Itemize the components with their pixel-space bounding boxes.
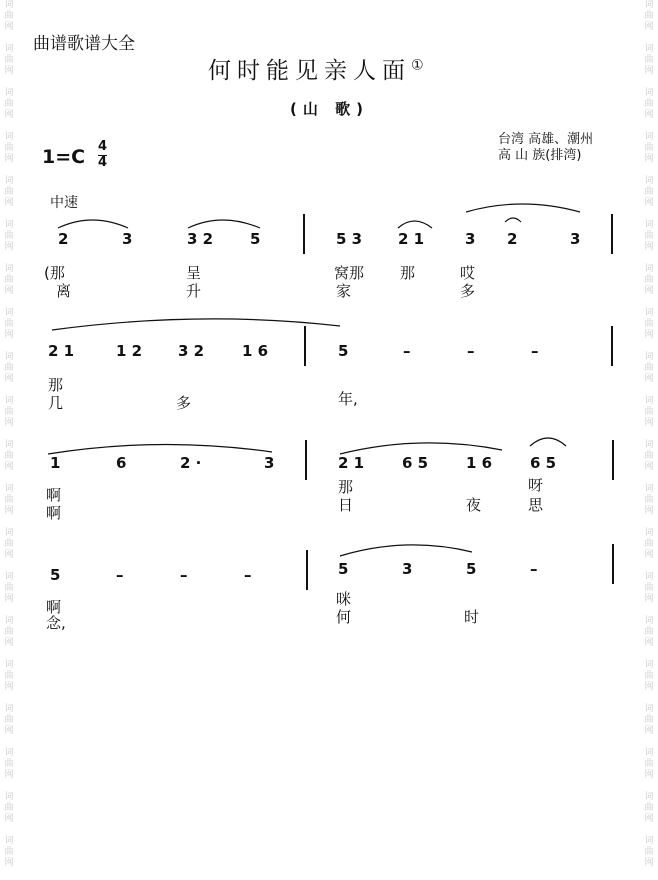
- watermark-glyph: 网: [644, 330, 654, 340]
- watermark-glyph: 词: [644, 792, 654, 802]
- watermark-glyph: 网: [644, 506, 654, 516]
- watermark-glyph: 曲: [644, 759, 654, 769]
- lyric: 窝那: [334, 264, 365, 282]
- watermark-glyph: 词: [644, 0, 654, 10]
- watermark-glyph: 曲: [4, 627, 14, 637]
- lyric: 几: [48, 394, 64, 412]
- watermark-glyph: 网: [4, 110, 14, 120]
- watermark-glyph: 网: [644, 198, 654, 208]
- watermark-glyph: 词: [644, 660, 654, 670]
- watermark-glyph: 网: [644, 110, 654, 120]
- watermark-glyph: 曲: [644, 187, 654, 197]
- watermark-glyph: 曲: [4, 539, 14, 549]
- note: 3: [264, 454, 275, 472]
- note: 3: [570, 230, 581, 248]
- watermark-glyph: 网: [644, 858, 654, 868]
- watermark-gap: [2, 781, 16, 792]
- origin-line-2: 高 山 族(排湾): [498, 148, 582, 163]
- watermark-glyph: 网: [644, 594, 654, 604]
- lyric: 那: [48, 376, 64, 394]
- note: 6 5: [530, 454, 557, 472]
- bar-line: [612, 440, 614, 480]
- footnote-mark: ①: [411, 57, 424, 74]
- watermark-glyph: 曲: [4, 671, 14, 681]
- note: 1 6: [242, 342, 269, 360]
- watermark-glyph: 网: [4, 550, 14, 560]
- lyric: 啊: [46, 486, 62, 504]
- watermark-glyph: 词: [644, 572, 654, 582]
- watermark-glyph: 词: [4, 704, 14, 714]
- watermark-glyph: 曲: [4, 363, 14, 373]
- note: 5: [338, 342, 349, 360]
- watermark-gap: [642, 781, 656, 792]
- note: –: [116, 566, 124, 584]
- watermark-glyph: 网: [4, 462, 14, 472]
- watermark-glyph: 网: [4, 198, 14, 208]
- note: 2 1: [338, 454, 365, 472]
- watermark-glyph: 曲: [4, 231, 14, 241]
- note: –: [467, 342, 475, 360]
- watermark-glyph: 网: [644, 242, 654, 252]
- watermark-gap: [642, 825, 656, 836]
- bar-line: [612, 544, 614, 584]
- song-title-text: 何时能见亲人面: [208, 58, 411, 84]
- watermark-glyph: 词: [644, 220, 654, 230]
- lyric: 那: [338, 478, 354, 496]
- watermark-glyph: 曲: [644, 319, 654, 329]
- note: 3: [122, 230, 133, 248]
- watermark-glyph: 曲: [4, 407, 14, 417]
- lyric: 念,: [46, 614, 66, 632]
- genre-label: (山 歌): [290, 100, 369, 118]
- lyric: 咪: [336, 590, 352, 608]
- lyric: 年,: [338, 390, 358, 408]
- lyric: 思: [528, 496, 544, 514]
- watermark-glyph: 曲: [4, 99, 14, 109]
- watermark-glyph: 网: [4, 66, 14, 76]
- note: –: [403, 342, 411, 360]
- note: –: [530, 560, 538, 578]
- note: 2: [58, 230, 69, 248]
- watermark-glyph: 网: [644, 550, 654, 560]
- watermark-glyph: 曲: [4, 847, 14, 857]
- note: 2 ·: [180, 454, 202, 472]
- watermark-glyph: 曲: [4, 759, 14, 769]
- time-signature-top: 4: [98, 139, 108, 154]
- watermark-glyph: 词: [644, 396, 654, 406]
- watermark-glyph: 网: [4, 770, 14, 780]
- watermark-glyph: 网: [4, 22, 14, 32]
- watermark-glyph: 词: [4, 352, 14, 362]
- bar-line: [611, 214, 613, 254]
- watermark-gap: [2, 825, 16, 836]
- lyric: 呀: [528, 476, 544, 494]
- watermark-gap: [642, 737, 656, 748]
- note: 1 2: [116, 342, 143, 360]
- lyric: 哎: [460, 264, 476, 282]
- watermark-glyph: 词: [4, 792, 14, 802]
- watermark-glyph: 词: [4, 660, 14, 670]
- watermark-glyph: 网: [644, 22, 654, 32]
- note: 5: [466, 560, 477, 578]
- lyric: 何: [336, 608, 352, 626]
- watermark-glyph: 词: [644, 616, 654, 626]
- lyric: 离: [56, 282, 72, 300]
- watermark-glyph: 曲: [4, 803, 14, 813]
- watermark-glyph: 网: [4, 858, 14, 868]
- note: 2 1: [48, 342, 75, 360]
- watermark-gap: [2, 737, 16, 748]
- watermark-glyph: 词: [644, 264, 654, 274]
- watermark-glyph: 词: [4, 176, 14, 186]
- watermark-glyph: 曲: [4, 495, 14, 505]
- note: 5: [338, 560, 349, 578]
- watermark-glyph: 曲: [644, 495, 654, 505]
- watermark-glyph: 词: [644, 528, 654, 538]
- watermark-glyph: 网: [644, 462, 654, 472]
- watermark-glyph: 网: [4, 506, 14, 516]
- note: 3: [465, 230, 476, 248]
- watermark-glyph: 曲: [644, 275, 654, 285]
- lyric: 夜: [466, 496, 482, 514]
- watermark-glyph: 网: [4, 594, 14, 604]
- watermark-glyph: 词: [4, 264, 14, 274]
- note: 3: [402, 560, 413, 578]
- lyric: 升: [186, 282, 202, 300]
- lyric: 多: [176, 394, 192, 412]
- note: 2 1: [398, 230, 425, 248]
- origin-line-1: 台湾 高雄、潮州: [498, 132, 594, 147]
- watermark-glyph: 词: [4, 220, 14, 230]
- watermark-glyph: 词: [644, 352, 654, 362]
- watermark-glyph: 曲: [4, 583, 14, 593]
- watermark-glyph: 词: [4, 396, 14, 406]
- watermark-glyph: 曲: [4, 715, 14, 725]
- watermark-glyph: 曲: [4, 11, 14, 21]
- note: –: [180, 566, 188, 584]
- watermark-glyph: 网: [644, 814, 654, 824]
- watermark-glyph: 网: [4, 154, 14, 164]
- watermark-glyph: 曲: [644, 847, 654, 857]
- watermark-glyph: 词: [644, 748, 654, 758]
- watermark-glyph: 网: [644, 726, 654, 736]
- key-signature: 1=C: [42, 146, 86, 168]
- watermark-glyph: 网: [4, 286, 14, 296]
- watermark-glyph: 网: [4, 374, 14, 384]
- time-signature-bottom: 4: [98, 155, 108, 170]
- watermark-glyph: 词: [4, 616, 14, 626]
- watermark-glyph: 词: [4, 0, 14, 10]
- bar-line: [306, 550, 308, 590]
- watermark-glyph: 词: [644, 308, 654, 318]
- note: 1: [50, 454, 61, 472]
- note: 3 2: [178, 342, 205, 360]
- watermark-glyph: 词: [4, 132, 14, 142]
- lyric: 呈: [186, 264, 202, 282]
- watermark-glyph: 曲: [4, 319, 14, 329]
- watermark-glyph: 曲: [4, 275, 14, 285]
- note: 3 2: [187, 230, 214, 248]
- lyric: 啊: [46, 504, 62, 522]
- watermark-glyph: 网: [644, 770, 654, 780]
- watermark-glyph: 词: [4, 748, 14, 758]
- watermark-glyph: 词: [644, 44, 654, 54]
- watermark-glyph: 网: [644, 374, 654, 384]
- tempo-marking: 中速: [50, 195, 78, 211]
- watermark-glyph: 词: [4, 88, 14, 98]
- watermark-glyph: 词: [4, 528, 14, 538]
- watermark-glyph: 曲: [644, 99, 654, 109]
- note: 1 6: [466, 454, 493, 472]
- watermark-glyph: 词: [644, 132, 654, 142]
- watermark-glyph: 词: [4, 44, 14, 54]
- watermark-glyph: 词: [644, 484, 654, 494]
- lyric: 多: [460, 282, 476, 300]
- note: 5 3: [336, 230, 363, 248]
- watermark-glyph: 曲: [644, 55, 654, 65]
- watermark-glyph: 曲: [644, 143, 654, 153]
- watermark-glyph: 词: [644, 836, 654, 846]
- note: 5: [50, 566, 61, 584]
- bar-line: [304, 326, 306, 366]
- watermark-glyph: 词: [4, 572, 14, 582]
- bar-line: [303, 214, 305, 254]
- watermark-glyph: 曲: [4, 143, 14, 153]
- watermark-glyph: 词: [644, 88, 654, 98]
- lyric: (那: [44, 264, 65, 282]
- watermark-glyph: 词: [644, 704, 654, 714]
- note: 6 5: [402, 454, 429, 472]
- watermark-glyph: 词: [4, 836, 14, 846]
- watermark-glyph: 网: [4, 330, 14, 340]
- watermark-glyph: 网: [4, 638, 14, 648]
- lyric: 家: [336, 282, 352, 300]
- note: –: [531, 342, 539, 360]
- watermark-glyph: 网: [644, 286, 654, 296]
- watermark-glyph: 词: [644, 440, 654, 450]
- note: 6: [116, 454, 127, 472]
- watermark-glyph: 网: [644, 418, 654, 428]
- watermark-glyph: 曲: [644, 715, 654, 725]
- watermark-glyph: 曲: [644, 451, 654, 461]
- site-name: 曲谱歌谱大全: [33, 34, 135, 54]
- watermark-glyph: 曲: [644, 803, 654, 813]
- bar-line: [611, 326, 613, 366]
- watermark-glyph: 网: [4, 726, 14, 736]
- lyric: 啊: [46, 598, 62, 616]
- watermark-glyph: 曲: [644, 539, 654, 549]
- watermark-glyph: 网: [4, 242, 14, 252]
- watermark-glyph: 曲: [644, 671, 654, 681]
- note: –: [244, 566, 252, 584]
- watermark-glyph: 网: [644, 154, 654, 164]
- watermark-glyph: 曲: [4, 451, 14, 461]
- lyric: 那: [400, 264, 416, 282]
- bar-line: [305, 440, 307, 480]
- watermark-glyph: 网: [4, 682, 14, 692]
- watermark-gap: [642, 869, 656, 880]
- watermark-glyph: 词: [4, 440, 14, 450]
- watermark-glyph: 曲: [644, 583, 654, 593]
- note: 2: [507, 230, 518, 248]
- watermark-glyph: 网: [644, 682, 654, 692]
- watermark-glyph: 网: [644, 638, 654, 648]
- watermark-glyph: 网: [4, 418, 14, 428]
- watermark-glyph: 曲: [644, 407, 654, 417]
- watermark-glyph: 曲: [4, 55, 14, 65]
- watermark-glyph: 词: [4, 484, 14, 494]
- watermark-glyph: 曲: [644, 231, 654, 241]
- watermark-glyph: 网: [4, 814, 14, 824]
- watermark-glyph: 曲: [644, 363, 654, 373]
- note: 5: [250, 230, 261, 248]
- watermark-glyph: 词: [644, 176, 654, 186]
- watermark-glyph: 曲: [644, 11, 654, 21]
- watermark-glyph: 曲: [644, 627, 654, 637]
- watermark-gap: [2, 693, 16, 704]
- watermark-gap: [2, 869, 16, 880]
- watermark-glyph: 曲: [4, 187, 14, 197]
- lyric: 日: [338, 496, 354, 514]
- watermark-gap: [642, 693, 656, 704]
- lyric: 时: [464, 608, 480, 626]
- watermark-glyph: 网: [644, 66, 654, 76]
- watermark-glyph: 词: [4, 308, 14, 318]
